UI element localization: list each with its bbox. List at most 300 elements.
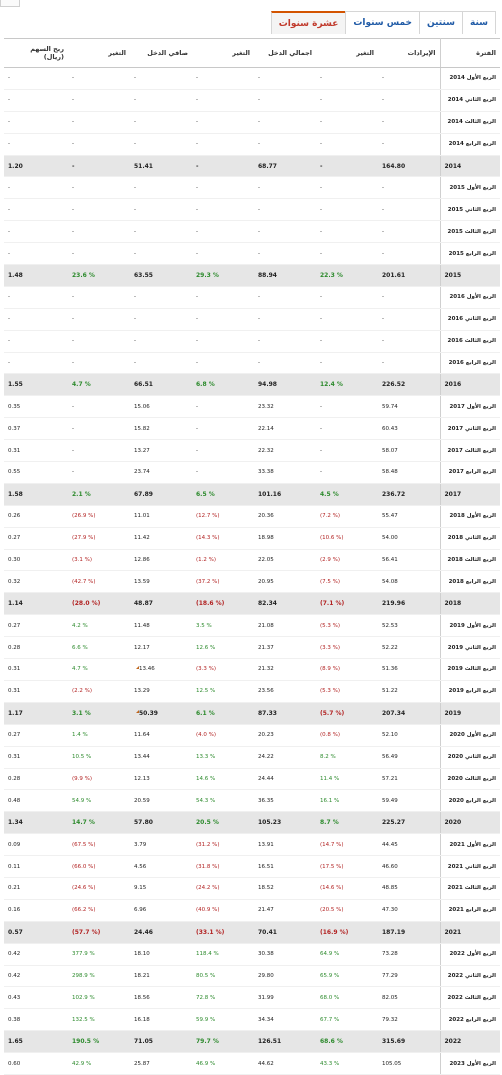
cell-revenue	[378, 899, 440, 921]
cell-gross-income	[254, 221, 316, 243]
cell-net-change-value: -	[72, 141, 74, 148]
tab-five-years[interactable]: خمس سنوات	[345, 11, 420, 34]
cell-revenue-change	[316, 483, 378, 505]
table-row	[4, 1009, 500, 1031]
cell-revenue	[378, 571, 440, 593]
cell-revenue-change-value: % 11.4	[320, 775, 340, 782]
cell-net-income-value: 3.79	[134, 841, 147, 848]
cell-eps	[4, 549, 68, 571]
cell-eps-value: 0.38	[8, 1016, 21, 1023]
cell-revenue-change	[316, 68, 378, 90]
cell-net-change	[68, 899, 130, 921]
cell-revenue	[378, 483, 440, 505]
cell-net-income	[130, 483, 192, 505]
cell-net-change-value: (% 9.9)	[72, 775, 93, 782]
cell-net-income	[130, 265, 192, 287]
cell-eps-value: 0.27	[8, 622, 21, 629]
cell-revenue-value: 236.72	[382, 490, 406, 498]
cell-eps	[4, 440, 68, 462]
cell-revenue-change-value: % 64.9	[320, 951, 340, 958]
table-row	[4, 790, 500, 812]
cell-eps-value: 0.31	[8, 666, 21, 673]
cell-eps-value: 0.57	[8, 928, 23, 936]
cell-gross-change-value: (% 33.1)	[196, 928, 225, 936]
cell-gross-change	[192, 571, 254, 593]
cell-gross-income	[254, 505, 316, 527]
cell-revenue-change-value: -	[320, 250, 322, 257]
annual-row	[4, 921, 500, 943]
cell-net-income	[130, 462, 192, 484]
cell-gross-change	[192, 505, 254, 527]
cell-gross-income-value: -	[258, 294, 260, 301]
cell-eps-value: 1.17	[8, 709, 23, 717]
cell-net-change-value: -	[72, 316, 74, 323]
cell-revenue-change-value: % 65.9	[320, 972, 340, 979]
cell-revenue-change	[316, 133, 378, 155]
cell-eps-value: 0.35	[8, 403, 21, 410]
cell-net-change-value: % 2.1	[72, 490, 91, 498]
cell-revenue-change-value: -	[320, 469, 322, 476]
cell-gross-change-value: % 46.9	[196, 1060, 216, 1067]
cell-revenue-change-value: -	[320, 360, 322, 367]
cell-period-value: الربع الثاني 2020	[447, 754, 496, 761]
cell-eps	[4, 177, 68, 199]
cell-revenue-change-value: % 43.3	[320, 1060, 340, 1067]
cell-gross-income	[254, 462, 316, 484]
cell-eps	[4, 155, 68, 177]
cell-gross-change	[192, 702, 254, 724]
cell-period-value: الربع الثاني 2014	[447, 97, 496, 104]
cell-net-income	[130, 549, 192, 571]
cell-gross-income	[254, 987, 316, 1009]
cell-revenue-value: -	[382, 338, 384, 345]
tab-one-year[interactable]: سنة	[462, 11, 496, 34]
cell-revenue-change-value: % 8.7	[320, 819, 339, 827]
cell-revenue	[378, 856, 440, 878]
cell-eps-value: 0.48	[8, 797, 21, 804]
cell-gross-change-value: -	[196, 206, 198, 213]
cell-gross-income	[254, 133, 316, 155]
cell-gross-income	[254, 877, 316, 899]
cell-revenue-value: 55.47	[382, 513, 398, 520]
annual-row	[4, 155, 500, 177]
cell-gross-change	[192, 483, 254, 505]
cell-revenue-value: 56.49	[382, 754, 398, 761]
corner-box	[0, 0, 20, 7]
cell-net-income	[130, 659, 192, 681]
cell-revenue-value: 58.07	[382, 447, 398, 454]
cell-eps	[4, 1009, 68, 1031]
cell-revenue-change-value: (% 10.6)	[320, 535, 344, 542]
cell-period-value: الربع الأول 2017	[449, 403, 496, 410]
cell-net-income	[130, 111, 192, 133]
cell-gross-income	[254, 308, 316, 330]
cell-period-value: الربع الأول 2021	[449, 841, 496, 848]
cell-revenue-value: 52.22	[382, 644, 398, 651]
table-row	[4, 133, 500, 155]
cell-revenue-value: -	[382, 360, 384, 367]
cell-net-change	[68, 702, 130, 724]
cell-net-change	[68, 856, 130, 878]
cell-revenue-change	[316, 243, 378, 265]
cell-period-value: 2021	[444, 928, 462, 936]
cell-gross-change-value: -	[196, 403, 198, 410]
cell-eps	[4, 68, 68, 90]
cell-revenue-change-value: -	[320, 403, 322, 410]
cell-eps-value: 0.31	[8, 688, 21, 695]
cell-revenue-value: -	[382, 141, 384, 148]
header-revenue: الإيرادات	[378, 39, 440, 68]
cell-revenue-value: -	[382, 316, 384, 323]
cell-revenue-change	[316, 899, 378, 921]
cell-net-income	[130, 440, 192, 462]
tab-two-years[interactable]: سنتين	[419, 11, 463, 34]
cell-gross-change-value: -	[196, 162, 199, 170]
cell-net-change-value: % 4.2	[72, 622, 88, 629]
annual-row	[4, 812, 500, 834]
cell-gross-change	[192, 593, 254, 615]
cell-period-value: الربع الرابع 2018	[448, 578, 496, 585]
cell-net-change	[68, 308, 130, 330]
cell-period	[440, 746, 500, 768]
cell-revenue-change	[316, 505, 378, 527]
cell-gross-income	[254, 746, 316, 768]
cell-revenue-change-value: -	[320, 206, 322, 213]
cell-revenue-change	[316, 680, 378, 702]
cell-revenue-change	[316, 746, 378, 768]
cell-net-change	[68, 374, 130, 396]
cell-gross-change	[192, 527, 254, 549]
cell-revenue	[378, 746, 440, 768]
table-row	[4, 527, 500, 549]
cell-eps	[4, 877, 68, 899]
cell-net-change	[68, 396, 130, 418]
cell-gross-income-value: 87.33	[258, 709, 277, 717]
cell-net-income	[130, 527, 192, 549]
cell-gross-change-value: % 14.6	[196, 775, 216, 782]
cell-period-value: الربع الرابع 2021	[448, 907, 496, 914]
cell-net-income-value: -	[134, 184, 136, 191]
cell-net-change	[68, 1009, 130, 1031]
cell-period	[440, 155, 500, 177]
cell-revenue-change	[316, 308, 378, 330]
cell-gross-income	[254, 68, 316, 90]
cell-period-value: الربع الثالث 2021	[447, 885, 496, 892]
cell-net-income	[130, 790, 192, 812]
cell-revenue-change	[316, 790, 378, 812]
cell-revenue-change-value: % 4.5	[320, 490, 339, 498]
cell-net-change-value: % 4.7	[72, 666, 88, 673]
cell-gross-change-value: % 3.5	[196, 622, 212, 629]
cell-period	[440, 877, 500, 899]
cell-gross-change-value: % 79.7	[196, 1038, 219, 1046]
cell-period-value: 2015	[444, 271, 462, 279]
cell-revenue-change-value: -	[320, 425, 322, 432]
cell-period	[440, 308, 500, 330]
cell-gross-change-value: -	[196, 425, 198, 432]
cell-gross-income	[254, 1009, 316, 1031]
cell-net-change	[68, 965, 130, 987]
header-row	[4, 39, 500, 68]
cell-net-change-value: % 23.6	[72, 271, 95, 279]
cell-revenue-value: 201.61	[382, 271, 406, 279]
cell-eps-value: 1.58	[8, 490, 23, 498]
cell-eps	[4, 374, 68, 396]
cell-net-change-value: -	[72, 403, 74, 410]
cell-revenue-change-value: -	[320, 162, 323, 170]
cell-revenue-value: 46.60	[382, 863, 398, 870]
cell-revenue-value: -	[382, 97, 384, 104]
cell-eps-value: 0.31	[8, 754, 21, 761]
cell-gross-change-value: % 72.8	[196, 994, 216, 1001]
cell-revenue	[378, 308, 440, 330]
cell-revenue-value: -	[382, 206, 384, 213]
cell-net-change-value: (% 24.6)	[72, 885, 96, 892]
cell-period	[440, 680, 500, 702]
cell-eps-value: -	[8, 206, 10, 213]
cell-net-income-value: 18.10	[134, 951, 150, 958]
cell-revenue-change	[316, 286, 378, 308]
cell-net-income-value: 12.86	[134, 557, 150, 564]
cell-period	[440, 440, 500, 462]
cell-net-income	[130, 921, 192, 943]
cell-net-change	[68, 89, 130, 111]
cell-revenue-value: 54.08	[382, 578, 398, 585]
cell-eps	[4, 593, 68, 615]
cell-revenue-change	[316, 702, 378, 724]
cell-period	[440, 483, 500, 505]
cell-net-change	[68, 593, 130, 615]
table-row	[4, 856, 500, 878]
cell-eps	[4, 243, 68, 265]
cell-gross-income	[254, 856, 316, 878]
cell-gross-income-value: 21.08	[258, 622, 274, 629]
cell-gross-change	[192, 1053, 254, 1075]
cell-gross-change	[192, 856, 254, 878]
cell-gross-change-value: -	[196, 469, 198, 476]
cell-period	[440, 418, 500, 440]
cell-revenue-change	[316, 834, 378, 856]
cell-net-income	[130, 746, 192, 768]
cell-net-change-value: % 3.1	[72, 709, 91, 717]
table-row	[4, 352, 500, 374]
cell-net-income	[130, 286, 192, 308]
cell-revenue	[378, 812, 440, 834]
cell-period-value: الربع الثاني 2022	[447, 972, 496, 979]
cell-eps	[4, 659, 68, 681]
cell-period-value: الربع الرابع 2019	[448, 688, 496, 695]
cell-period-value: 2019	[444, 709, 462, 717]
cell-gross-income-value: 21.32	[258, 666, 274, 673]
cell-net-income	[130, 396, 192, 418]
cell-eps-value: 0.09	[8, 841, 21, 848]
cell-gross-income	[254, 965, 316, 987]
cell-gross-change-value: -	[196, 119, 198, 126]
cell-eps	[4, 615, 68, 637]
cell-net-change	[68, 790, 130, 812]
table-row	[4, 1053, 500, 1075]
cell-gross-income	[254, 659, 316, 681]
cell-gross-change	[192, 418, 254, 440]
cell-net-change-value: % 6.6	[72, 644, 88, 651]
cell-period	[440, 571, 500, 593]
cell-eps-value: -	[8, 338, 10, 345]
table-row	[4, 221, 500, 243]
cell-period-value: الربع الثالث 2018	[447, 557, 496, 564]
cell-net-change-value: % 102.9	[72, 994, 95, 1001]
cell-eps	[4, 856, 68, 878]
cell-period-value: الربع الثالث 2015	[447, 228, 496, 235]
cell-revenue	[378, 374, 440, 396]
cell-period	[440, 505, 500, 527]
cell-gross-change	[192, 111, 254, 133]
tab-ten-years[interactable]: عشرة سنوات	[271, 11, 347, 34]
cell-eps-value: 0.42	[8, 951, 21, 958]
cell-revenue	[378, 987, 440, 1009]
cell-eps	[4, 265, 68, 287]
cell-gross-income	[254, 1053, 316, 1075]
cell-net-income	[130, 133, 192, 155]
cell-gross-change	[192, 746, 254, 768]
cell-net-income-value: 66.51	[134, 381, 153, 389]
cell-gross-change-value: -	[196, 447, 198, 454]
cell-eps	[4, 199, 68, 221]
cell-revenue-change-value: (% 7.1)	[320, 600, 345, 608]
cell-net-change-value: -	[72, 75, 74, 82]
cell-period	[440, 549, 500, 571]
cell-revenue-value: 48.85	[382, 885, 398, 892]
cell-gross-income-value: 24.44	[258, 775, 274, 782]
cell-net-income-value: -	[134, 141, 136, 148]
cell-net-income	[130, 943, 192, 965]
cell-eps-value: 1.14	[8, 600, 23, 608]
table-row	[4, 549, 500, 571]
cell-net-change-value: (% 3.1)	[72, 557, 93, 564]
cell-revenue	[378, 593, 440, 615]
cell-period-value: الربع الثاني 2015	[447, 206, 496, 213]
cell-eps-value: 0.43	[8, 994, 21, 1001]
cell-gross-change-value: % 6.1	[196, 709, 215, 717]
cell-eps-value: -	[8, 75, 10, 82]
cell-revenue-change	[316, 856, 378, 878]
cell-eps-value: 0.37	[8, 425, 21, 432]
cell-net-income-value: 11.42	[134, 535, 150, 542]
cell-gross-change-value: (% 4.0)	[196, 732, 217, 739]
cell-revenue-change	[316, 877, 378, 899]
cell-revenue-change	[316, 396, 378, 418]
cell-net-change	[68, 680, 130, 702]
cell-eps	[4, 505, 68, 527]
cell-revenue-change-value: -	[320, 228, 322, 235]
cell-gross-change	[192, 462, 254, 484]
cell-net-change	[68, 921, 130, 943]
cell-net-income	[130, 374, 192, 396]
cell-revenue	[378, 921, 440, 943]
cell-eps	[4, 746, 68, 768]
top-bar	[0, 0, 502, 34]
cell-net-change-value: -	[72, 162, 75, 170]
cell-gross-change-value: (% 3.3)	[196, 666, 217, 673]
cell-gross-income-value: 24.22	[258, 754, 274, 761]
cell-revenue-change	[316, 724, 378, 746]
cell-eps	[4, 483, 68, 505]
cell-period	[440, 812, 500, 834]
cell-period-value: الربع الرابع 2022	[448, 1016, 496, 1023]
cell-net-change	[68, 659, 130, 681]
cell-gross-change	[192, 615, 254, 637]
cell-gross-income	[254, 440, 316, 462]
cell-gross-income	[254, 812, 316, 834]
cell-gross-change-value: (% 24.2)	[196, 885, 220, 892]
cell-gross-income	[254, 615, 316, 637]
cell-revenue-change-value: -	[320, 141, 322, 148]
cell-revenue	[378, 768, 440, 790]
cell-period-value: الربع الثاني 2017	[447, 425, 496, 432]
cell-net-income-value: 50.39	[139, 709, 158, 717]
cell-revenue-change-value: % 68.6	[320, 1038, 343, 1046]
cell-gross-income	[254, 374, 316, 396]
cell-net-income	[130, 418, 192, 440]
table-row	[4, 68, 500, 90]
cell-revenue	[378, 177, 440, 199]
cell-period	[440, 987, 500, 1009]
cell-revenue-change	[316, 111, 378, 133]
cell-net-income	[130, 352, 192, 374]
cell-revenue-change-value: (% 16.9)	[320, 928, 349, 936]
table-row	[4, 199, 500, 221]
cell-period	[440, 834, 500, 856]
cell-revenue-change-value: -	[320, 97, 322, 104]
cell-period	[440, 286, 500, 308]
annual-row	[4, 1031, 500, 1053]
cell-net-change	[68, 440, 130, 462]
cell-eps-value: 0.42	[8, 972, 21, 979]
cell-gross-change-value: % 59.9	[196, 1016, 216, 1023]
cell-net-income-value: 13.46	[139, 666, 155, 673]
cell-gross-income-value: 105.23	[258, 819, 282, 827]
cell-eps-value: -	[8, 97, 10, 104]
cell-eps-value: 0.28	[8, 644, 21, 651]
cell-eps-value: 0.31	[8, 447, 21, 454]
cell-gross-income	[254, 199, 316, 221]
cell-eps-value: 0.30	[8, 557, 21, 564]
table-row	[4, 637, 500, 659]
cell-net-change-value: -	[72, 447, 74, 454]
cell-gross-income	[254, 680, 316, 702]
cell-gross-change-value: % 54.3	[196, 797, 216, 804]
cell-gross-income-value: 22.14	[258, 425, 274, 432]
cell-net-income	[130, 615, 192, 637]
cell-net-change-value: -	[72, 469, 74, 476]
cell-eps	[4, 987, 68, 1009]
cell-gross-change	[192, 133, 254, 155]
cell-revenue	[378, 330, 440, 352]
cell-net-income-value: 23.74	[134, 469, 150, 476]
cell-eps-value: 0.16	[8, 907, 21, 914]
cell-net-income-value: 51.41	[134, 162, 153, 170]
cell-gross-income-value: 20.23	[258, 732, 274, 739]
cell-period-value: الربع الرابع 2015	[448, 250, 496, 257]
cell-revenue-change	[316, 89, 378, 111]
cell-period-value: الربع الأول 2022	[449, 951, 496, 958]
cell-eps	[4, 768, 68, 790]
cell-gross-change-value: -	[196, 338, 198, 345]
cell-net-income	[130, 199, 192, 221]
cell-gross-income	[254, 702, 316, 724]
cell-net-income	[130, 505, 192, 527]
cell-revenue-change-value: % 16.1	[320, 797, 340, 804]
cell-eps	[4, 834, 68, 856]
